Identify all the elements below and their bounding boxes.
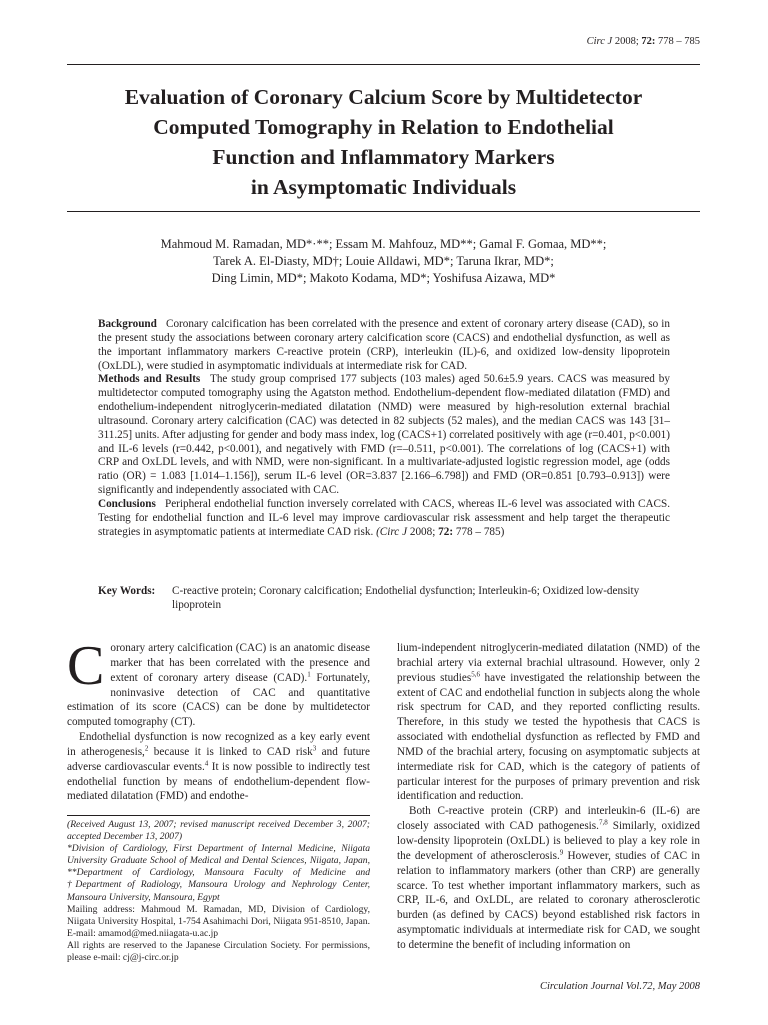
abstract-conclusions [98,498,670,540]
intro-paragraph-1 [67,635,371,730]
abstract-citation-year: 2008; [409,525,436,538]
intro-text: However, studies of CAC in relation to inflammatory markers (other than CRP) are generally scarce. To test whether important inflammatory markers, such as CRP, IL-6, and OxLDL, are related to coronary atherosclerotic burden (as defined by CACS) beyond established risk factors in asymptomatic individuals at intermediate risk for CAD, we sought to determine the benefit of including information on [397,849,700,951]
keywords-value: C-reactive protein; Coronary calcification; Endothelial dysfunction; Interleukin-6; Oxidized low-density lipoprotein [172,585,640,611]
footnote-rights: All rights are reserved to the Japanese Circulation Society. For permissions, please e-mail: cj@j-circ.or.jp [67,939,370,964]
intro-text: because it is linked to CAD risk [148,745,313,758]
intro-paragraph-2 [67,730,370,804]
keywords [98,585,670,613]
running-head-pages: 778 – 785 [658,36,700,47]
footnote-mailing-address: Mailing address: Mahmoud M. Ramadan, MD, Division of Cardiology, Niigata University Hospital, 1-754 Asahimachi Dori, Niigata 951-8510, Japan. E-mail: amamod@med.niiagata-u.ac.jp [67,903,370,939]
reference-marker: 9 [559,848,564,857]
drop-cap: C [67,635,105,697]
abstract-background-text: Coronary calcification has been correlated with the presence and extent of coronary artery disease (CAD), so in the present study the associations between coronary artery calcification score (CACS) and endothelial dysfunction, as well as the important inflammatory markers C-reactive protein (CRP), interleukin (IL)-6, and oxidized low-density lipoprotein (OxLDL), were studied in asymptomatic individuals at intermediate risk for CAD. [98,318,671,372]
abstract [98,318,670,540]
intro-text: lium-independent nitroglycerin-mediated dilatation (NMD) of the brachial artery via external brachial ultrasound. However, only 2 previous studies [397,642,700,684]
title-line: Computed Tomography in Relation to Endothelial [153,115,614,139]
footnote-received: (Received August 13, 2007; revised manuscript received December 3, 2007; accepted December 13, 2007) [67,819,370,843]
abstract-methods [98,373,670,498]
intro-text: It is now possible to indirectly test endothelial function by means of endothelium-dependent flow-mediated dilatation (FMD) and endothe- [67,760,371,803]
reference-marker: 1 [307,669,311,678]
abstract-methods-text: The study group comprised 177 subjects (103 males) aged 50.6±5.9 years. CACS was measured by multidetector computed tomography using the Agatston method. Endothelium-dependent flow-mediated dilatation (FMD) and endothelium-independent nitroglycerin-mediated dilatation (NMD) were measured by high-resolution external brachial ultrasound. Coronary artery calcification (CAC) was detected in 82 subjects (52 males), and the median CACS was 143 [31–311.25] units. After adjusting for gender and body mass index, log (CACS+1) correlated positively with age (r=0.401, p<0.001) and IL-6 levels (r=0.442, p<0.001), and negatively with FMD (r=–0.511, p<0.001). The correlations of log (CACS+1) with CRP and OxLDL levels, and with NMD, were non-significant. In a multivariate-adjusted logistic regression model, age (odds ratio (OR) = 1.083 [1.014–1.156]), serum IL-6 level (OR=3.837 [2.166–6.798]) and FMD (OR=0.851 [0.793–0.913]) were significantly and independently associated with CAC. [98,373,670,497]
abstract-conclusions-heading: Conclusions [98,497,156,510]
title-line: Function and Inflammatory Markers [212,145,555,169]
author-line: Tarek A. El-Diasty, MD†; Louie Alldawi, MD*; Taruna Ikrar, MD*; [213,254,554,268]
abstract-background-heading: Background [98,318,157,330]
reference-marker: 4 [204,759,209,768]
title-line: Evaluation of Coronary Calcium Score by Multidetector [124,85,643,109]
keywords-label: Key Words: [98,585,156,597]
intro-text: have investigated the relationship between the extent of CAC and endothelial function in subjects along the whole risk spectrum for CAD, and they reported conflicting results. Therefore, in this study we tested the hypothesis that CACS is associated with endothelial dysfunction as reflected by FMD and NMD of the brachial artery, focusing on asymptomatic subjects at intermediate risk for CAD, which is the category of patients of particular interest for the purposes of primary prevention and risk identification and reduction. [397,671,700,803]
body-left-column [67,635,371,804]
running-head-year: 2008; [614,36,639,47]
title-line: in Asymptomatic Individuals [250,175,517,199]
author-line: Mahmoud M. Ramadan, MD*·**; Essam M. Mahfouz, MD**; Gamal F. Gomaa, MD**; [160,237,607,251]
intro-text: Both C-reactive protein (CRP) and interleukin-6 (IL-6) are closely associated with CAD pathogenesis. [397,805,700,833]
reference-marker: 5,6 [471,669,480,678]
intro-text: and future adverse cardiovascular events. [67,745,370,773]
author-line: Ding Limin, MD*; Makoto Kodama, MD*; Yoshifusa Aizawa, MD* [211,271,556,285]
reference-marker: 2 [144,744,149,753]
intro-text: Endothelial dysfunction is now recognized as a key early event in atherogenesis, [67,731,370,758]
intro-text: oronary artery calcification (CAC) is an anatomic disease marker that has been correlated with the presence and extent of coronary artery disease (CAD). [110,642,370,684]
abstract-citation-journal: (Circ J [376,525,408,538]
intro-paragraph-4 [397,804,700,952]
abstract-methods-heading: Methods and Results [98,373,201,386]
article-title [67,82,700,202]
running-head [587,36,700,47]
footnote-affiliations: *Division of Cardiology, First Department of Internal Medicine, Niigata University Graduate School of Medical and Dental Sciences, Niigata, Japan, **Department of Cardiology, Mansoura Faculty of Medicine and †Department of Radiology, Mansoura Urology and Nephrology Center, Mansoura University, Mansoura, Egypt [67,843,370,903]
title-rule [67,211,700,212]
page-footer: Circulation Journal Vol.72, May 2008 [539,981,700,992]
abstract-conclusions-text: Peripheral endothelial function inversely correlated with CACS, whereas IL-6 level was associated with CACS. Testing for endothelial function and IL-6 level may improve cardiovascular risk assessment and help target the therapeutic strategies in asymptomatic patients at intermediate CAD risk. [98,497,671,538]
running-head-volume: 72: [641,36,656,47]
footnotes [67,815,370,964]
reference-marker: 3 [312,744,317,753]
intro-text: Similarly, oxidized low-density lipoprotein (OxLDL) is believed to play a key role in the development of atherosclerosis. [397,820,701,862]
body-right-column [397,641,700,953]
intro-text: Fortunately, noninvasive detection of CAC and quantitative estimation of its score (CACS) can be done by multidetector computed tomography (CT). [67,671,371,729]
top-rule [67,64,700,65]
abstract-citation-pages: 778 – 785) [455,525,505,538]
author-list [67,236,700,287]
running-head-journal: Circ J [586,36,613,47]
intro-paragraph-3 [397,641,700,804]
abstract-background [98,318,670,373]
abstract-citation-volume: 72: [438,525,454,538]
reference-marker: 7,8 [598,818,608,827]
